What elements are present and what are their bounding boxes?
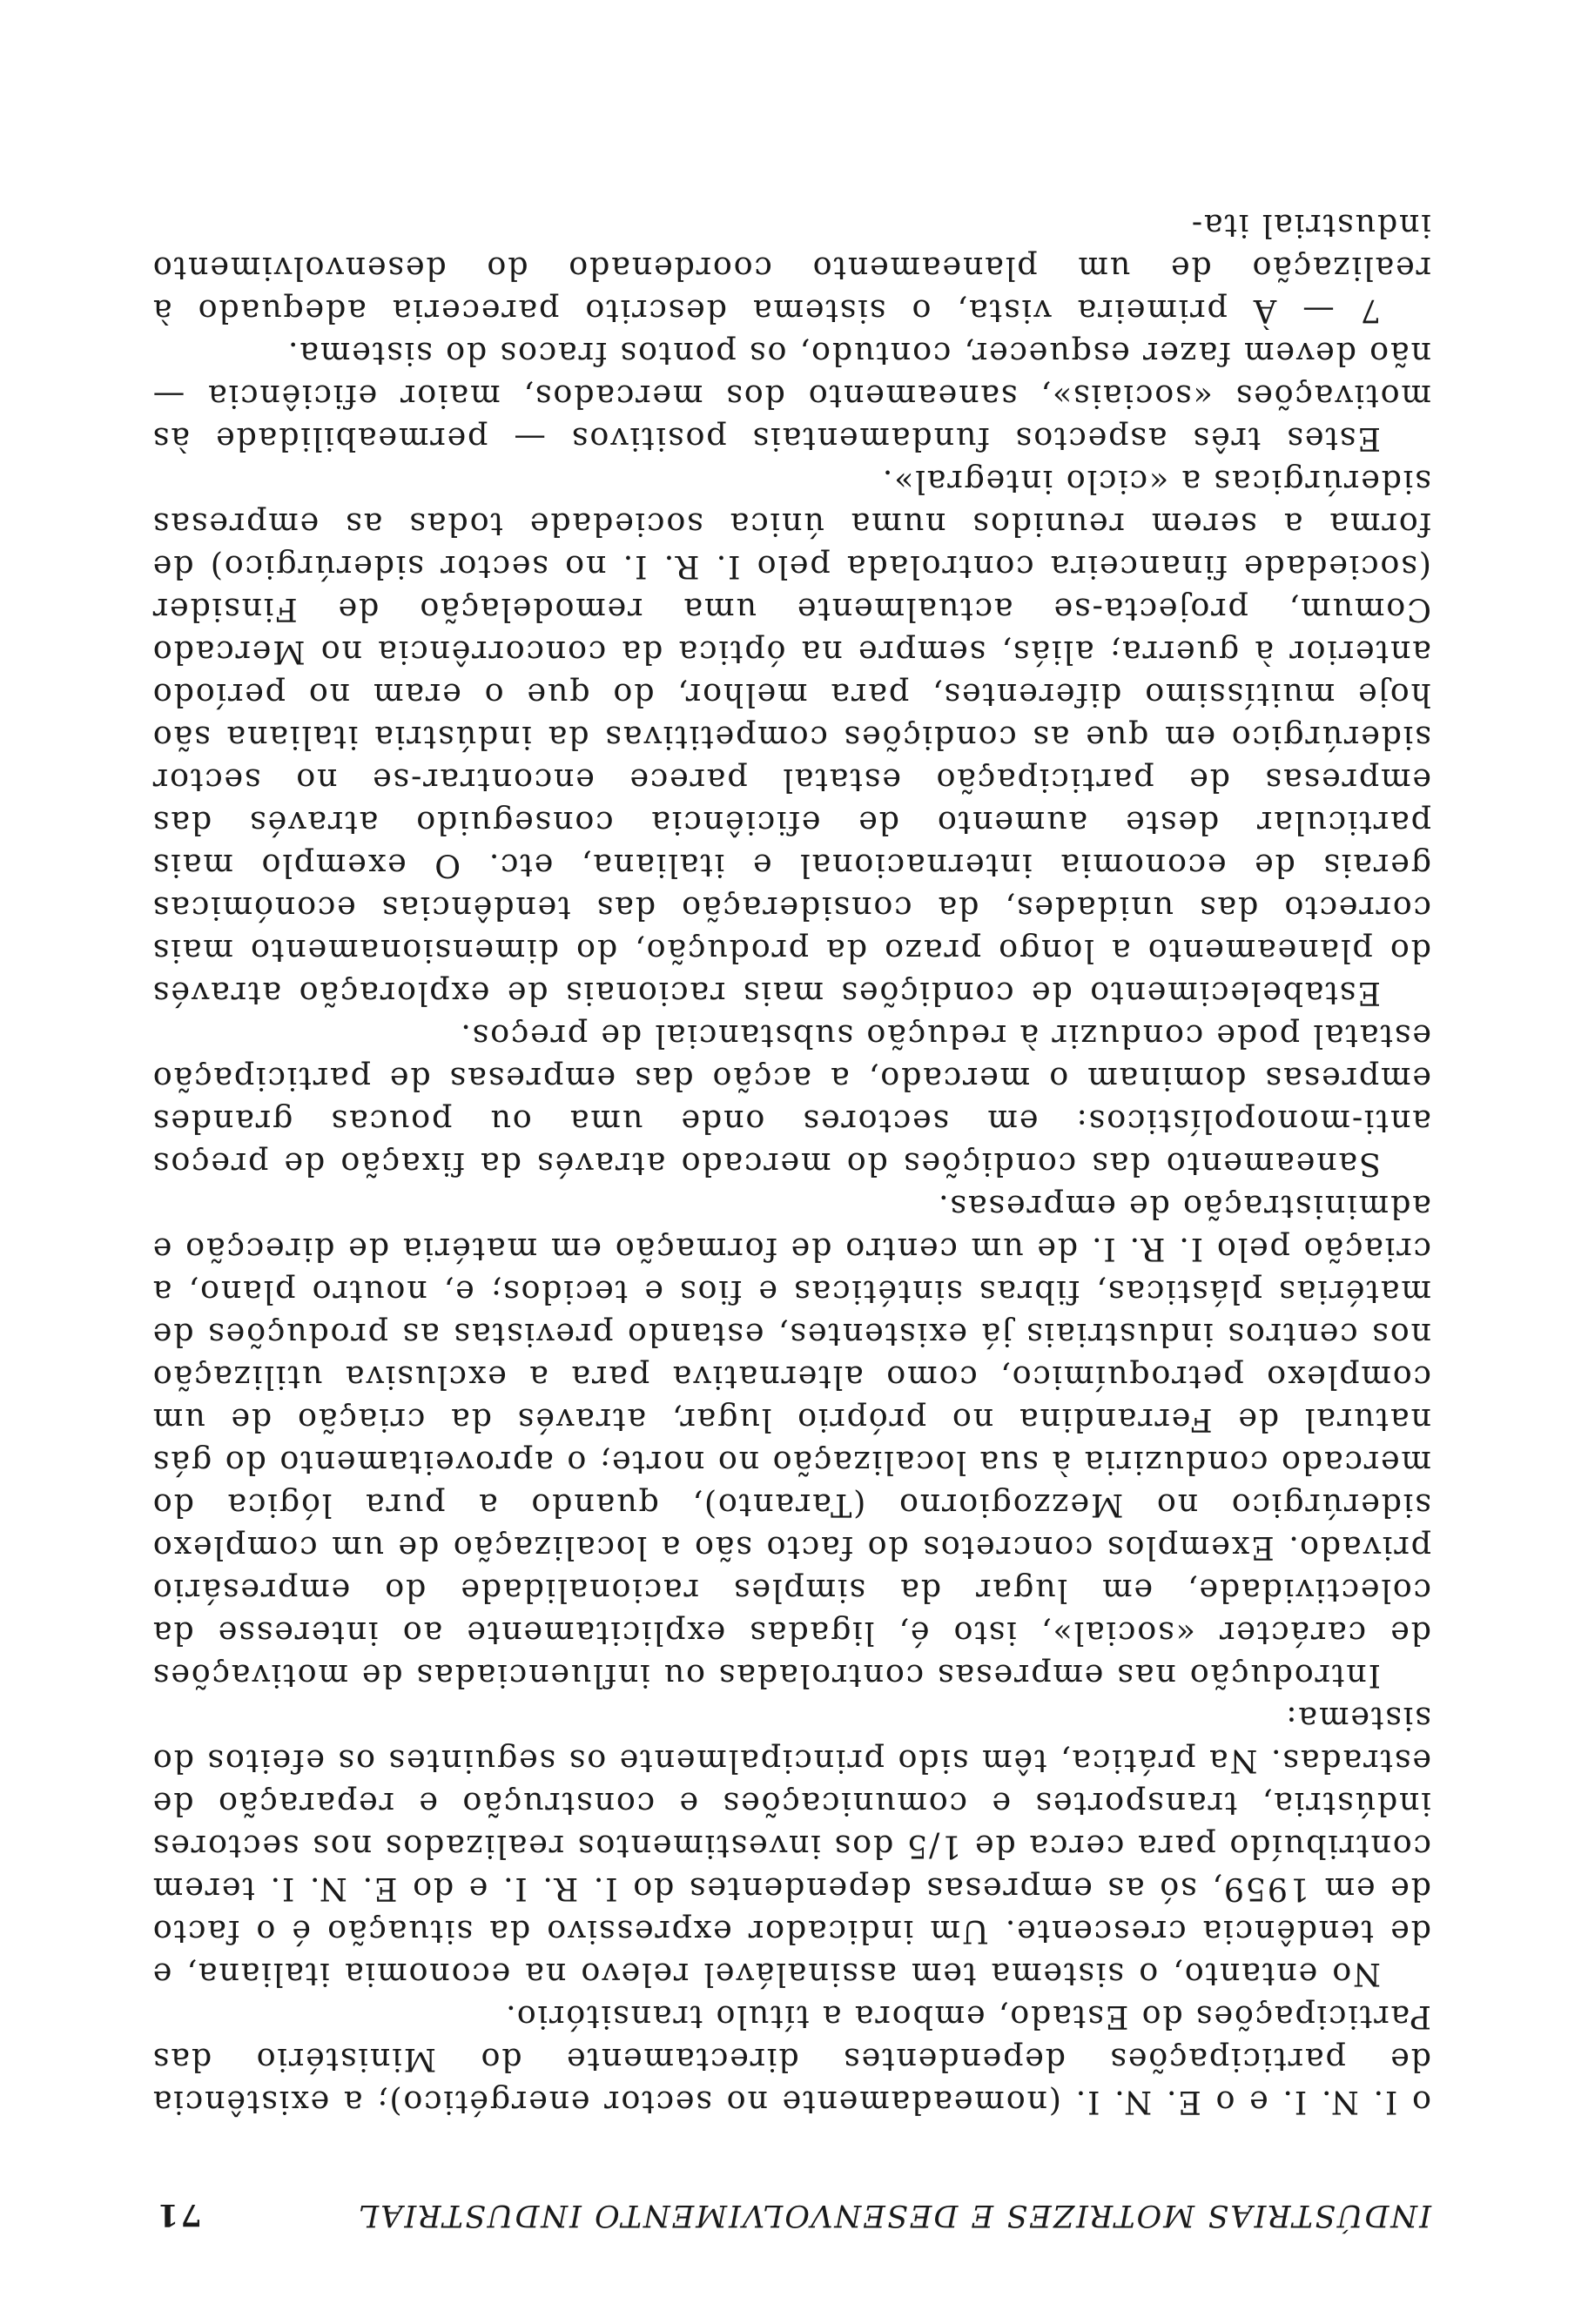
paragraph-5: Estabelecimento de condições mais racionais de exploração através do planeamento a longo prazo da produção, do dimensionamento mais correcto das unidades, da consideração das tendências económicas gerais de economia internacional e italiana, etc. O exemplo mais particular deste aumento de eficiência conseguido através das empresas de participação estatal parece encontrar-se no sector siderúrgico em que as condições competitivas da indústria italiana são hoje muitíssimo diferentes, para melhor, do que o eram no período anterior à guerra; aliás, sempre na óptica da concorrência no Mercado Comum, projecta-se actualmente uma remodelação de Finsider (sociedade financeira controlada pelo I. R. I. no sector siderúrgico) de forma a serem reunidos numa única sociedade todas as empresas siderúrgicas a «ciclo integral». (151, 463, 1431, 1012)
paragraph-7: 7 — À primeira vista, o sistema descrito pareceria adequado à realização de um planeamento coordenado do desenvolvimento industrial ita- (151, 207, 1431, 330)
running-title: INDÚSTRIAS MOTRIZES E DESENVOLVIMENTO INDUSTRIAL (356, 2198, 1431, 2233)
paragraph-6: Estes três aspectos fundamentais positivos — permeabilidade às motivações «sociais», saneamento dos mercados, maior eficiência — não devem fazer esquecer, contudo, os pontos fracos do sistema. (151, 335, 1431, 458)
paragraph-4: Saneamento das condições do mercado através da fixação de preços anti-monopolísticos: em sectores onde uma ou poucas grandes empresas dominam o mercado, a acção das empresas de participação estatal pode conduzir à redução substancial de preços. (151, 1018, 1431, 1183)
page-number: 71 (156, 2197, 202, 2233)
page-header (156, 2180, 1431, 2233)
paragraph-3: Introdução nas empresas controladas ou influenciadas de motivações de carácter «social», isto é, ligadas explicitamente ao interesse da colectividade, em lugar da simples racionalidade do empresário privado. Exemplos concretos do facto são a localização de um complexo siderúrgico no Mezzogiorno (Taranto), quando a pura lógica do mercado conduziria à sua localização no norte; o aproveitamento do gás natural de Ferrandina no próprio lugar, através da criação de um complexo petroquímico, como alternativa para a exclusiva utilização nos centros industriais já existentes, estando previstas as produções de matérias plásticas, fibras sintéticas e fios e tecidos; e, noutro plano, a criação pelo I. R. I. de um centro de formação em matéria de direcção e administração de empresas. (151, 1188, 1431, 1695)
body-text (151, 96, 1431, 2124)
paragraph-1: o I. N. I. e o E. N. I. (nomeadamente no sector energético); a existência de participações dependentes directamente do Ministério das Participações do Estado, embora a título transitório. (151, 1998, 1431, 2121)
paragraph-2: No entanto, o sistema tem assinalável relevo na economia italiana, e de tendência crescente. Um indicador expressivo da situação é o facto de em 1959, só as empresas dependentes do I. R. I. e do E. N. I. terem contribuído para cerca de 1/5 dos investimentos realizados nos sectores indústria, transportes e comunicações e construção e reparação de estradas. Na prática, têm sido principalmente os seguintes os efeitos do sistema: (151, 1700, 1431, 1993)
